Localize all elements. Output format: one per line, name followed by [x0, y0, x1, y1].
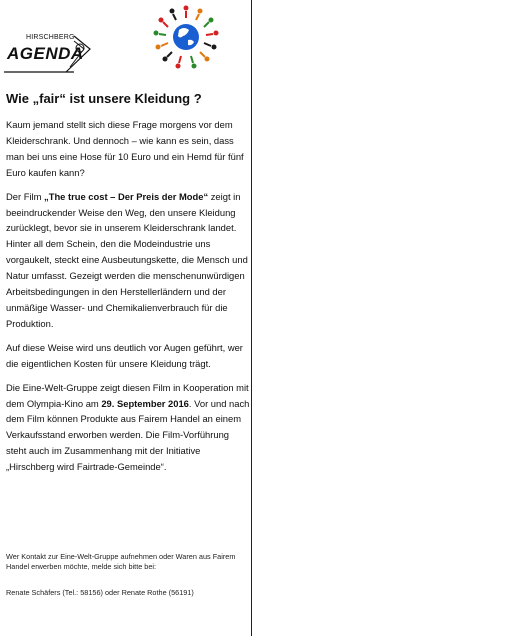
globe-with-people-ring-icon: [150, 2, 222, 72]
article-body: [6, 117, 250, 483]
contact-names: Renate Schäfers (Tel.: 58156) oder Renate Rothe (56191): [6, 588, 194, 597]
paragraph-film-lead: Der Film: [6, 190, 45, 202]
hirschberg-agenda-logo: [4, 34, 96, 78]
paragraph-screening: [6, 380, 250, 475]
contact-intro: Wer Kontakt zur Eine-Welt-Gruppe aufnehmen oder Waren aus Fairem Handel erwerben möchte, melde sich bitte bei:: [6, 552, 236, 571]
film-title: „The true cost – Der Preis der Mode“: [44, 190, 209, 202]
logo-agenda-text: AGENDA: [7, 44, 84, 63]
paragraph-screening-lead: Die Eine-Welt-Gruppe zeigt diesen Film in Kooperation mit dem Olympia-Kino am: [6, 381, 249, 409]
contact-section: [6, 552, 250, 598]
paragraph-costs: Auf diese Weise wird uns deutlich vor Augen geführt, wer die eigentlichen Kosten für unsere Kleidung trägt.: [6, 341, 243, 369]
paragraph-film: [6, 189, 250, 332]
paragraph-intro: Kaum jemand stellt sich diese Frage morgens vor dem Kleiderschrank. Und dennoch – wie kann es sein, dass man bei uns eine Hose für 10 Euro und ein Hemd für fünf Euro kaufen kann?: [6, 119, 244, 178]
paragraph-film-rest: zeigt in beeindruckender Weise den Weg, den unsere Kleidung zurücklegt, bevor sie in unserem Kleiderschrank landet. Hinter all dem Schein, den die Modeindustrie uns vorgaukelt, steckt eine Ausbeutungskette, die Mensch und Natur umfasst. Gezeigt werden die menschenunwürdigen Arbeitsbedingungen in den Herstellerländern und der unmäßige Wasser- und Chemikalienverbrauch für die Produktion.: [6, 190, 248, 329]
logo-town-text: HIRSCHBERG: [26, 34, 75, 41]
paragraph-screening-rest: . Vor und nach dem Film können Produkte aus Fairem Handel an einem Verkaufsstand erworben werden. Die Film-Vorführung steht auch im Zusammenhang mit der Initiative „Hirschberg wird Fairtrade-Gemeinde“.: [6, 397, 250, 473]
article-title: Wie „fair“ ist unsere Kleidung ?: [6, 91, 202, 106]
screening-date: 29. September 2016: [101, 397, 189, 409]
document-column: [0, 0, 252, 636]
